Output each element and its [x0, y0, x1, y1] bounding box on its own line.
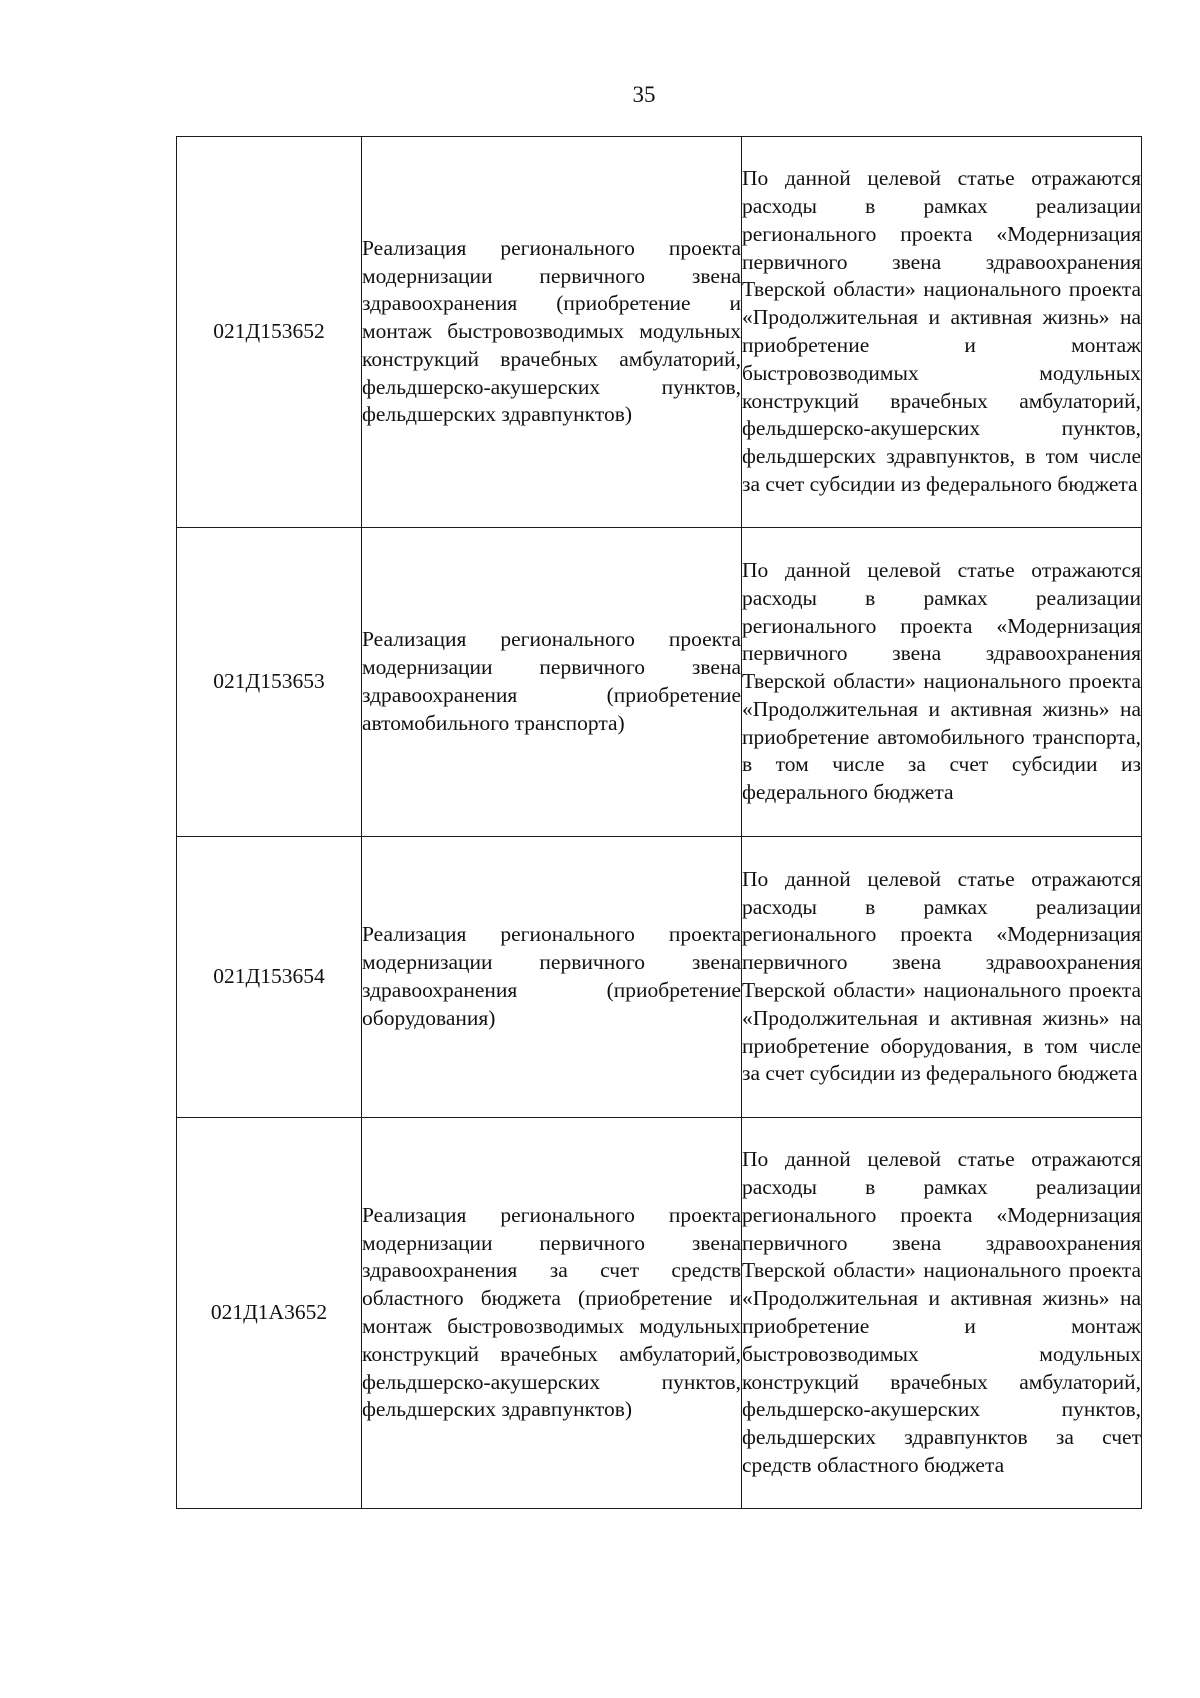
article-code: 021Д1А3652 — [177, 1118, 362, 1509]
article-description: По данной целевой статье отражаются расходы в рамках реализации регионального проекта «Модернизация первичного звена здравоохранения Тверской области» национального проекта «Продолжительная и активная жизнь» на приобретение и монтаж быстровозводимых модульных конструкций врачебных амбулаторий, фельдшерско-акушерских пунктов, фельдшерских здравпунктов за счет средств областного бюджета — [742, 1118, 1142, 1509]
article-name: Реализация регионального проекта модернизации первичного звена здравоохранения за счет средств областного бюджета (приобретение и монтаж быстровозводимых модульных конструкций врачебных амбулаторий, фельдшерско-акушерских пунктов, фельдшерских здравпунктов) — [362, 1118, 742, 1509]
article-name: Реализация регионального проекта модернизации первичного звена здравоохранения (приобретение автомобильного транспорта) — [362, 528, 742, 837]
table-row — [177, 528, 1142, 837]
article-code: 021Д153652 — [177, 137, 362, 528]
table-row — [177, 137, 1142, 528]
page-number: 35 — [632, 82, 656, 107]
target-articles-table — [176, 136, 1142, 1509]
article-description: По данной целевой статье отражаются расходы в рамках реализации регионального проекта «Модернизация первичного звена здравоохранения Тверской области» национального проекта «Продолжительная и активная жизнь» на приобретение автомобильного транспорта, в том числе за счет субсидии из федерального бюджета — [742, 528, 1142, 837]
article-code: 021Д153654 — [177, 837, 362, 1118]
article-description: По данной целевой статье отражаются расходы в рамках реализации регионального проекта «Модернизация первичного звена здравоохранения Тверской области» национального проекта «Продолжительная и активная жизнь» на приобретение и монтаж быстровозводимых модульных конструкций врачебных амбулаторий, фельдшерско-акушерских пунктов, фельдшерских здравпунктов, в том числе за счет субсидии из федерального бюджета — [742, 137, 1142, 528]
article-code: 021Д153653 — [177, 528, 362, 837]
article-name: Реализация регионального проекта модернизации первичного звена здравоохранения (приобретение и монтаж быстровозводимых модульных конструкций врачебных амбулаторий, фельдшерско-акушерских пунктов, фельдшерских здравпунктов) — [362, 137, 742, 528]
table-row — [177, 1118, 1142, 1509]
table-row — [177, 837, 1142, 1118]
article-name: Реализация регионального проекта модернизации первичного звена здравоохранения (приобретение оборудования) — [362, 837, 742, 1118]
article-description: По данной целевой статье отражаются расходы в рамках реализации регионального проекта «Модернизация первичного звена здравоохранения Тверской области» национального проекта «Продолжительная и активная жизнь» на приобретение оборудования, в том числе за счет субсидии из федерального бюджета — [742, 837, 1142, 1118]
